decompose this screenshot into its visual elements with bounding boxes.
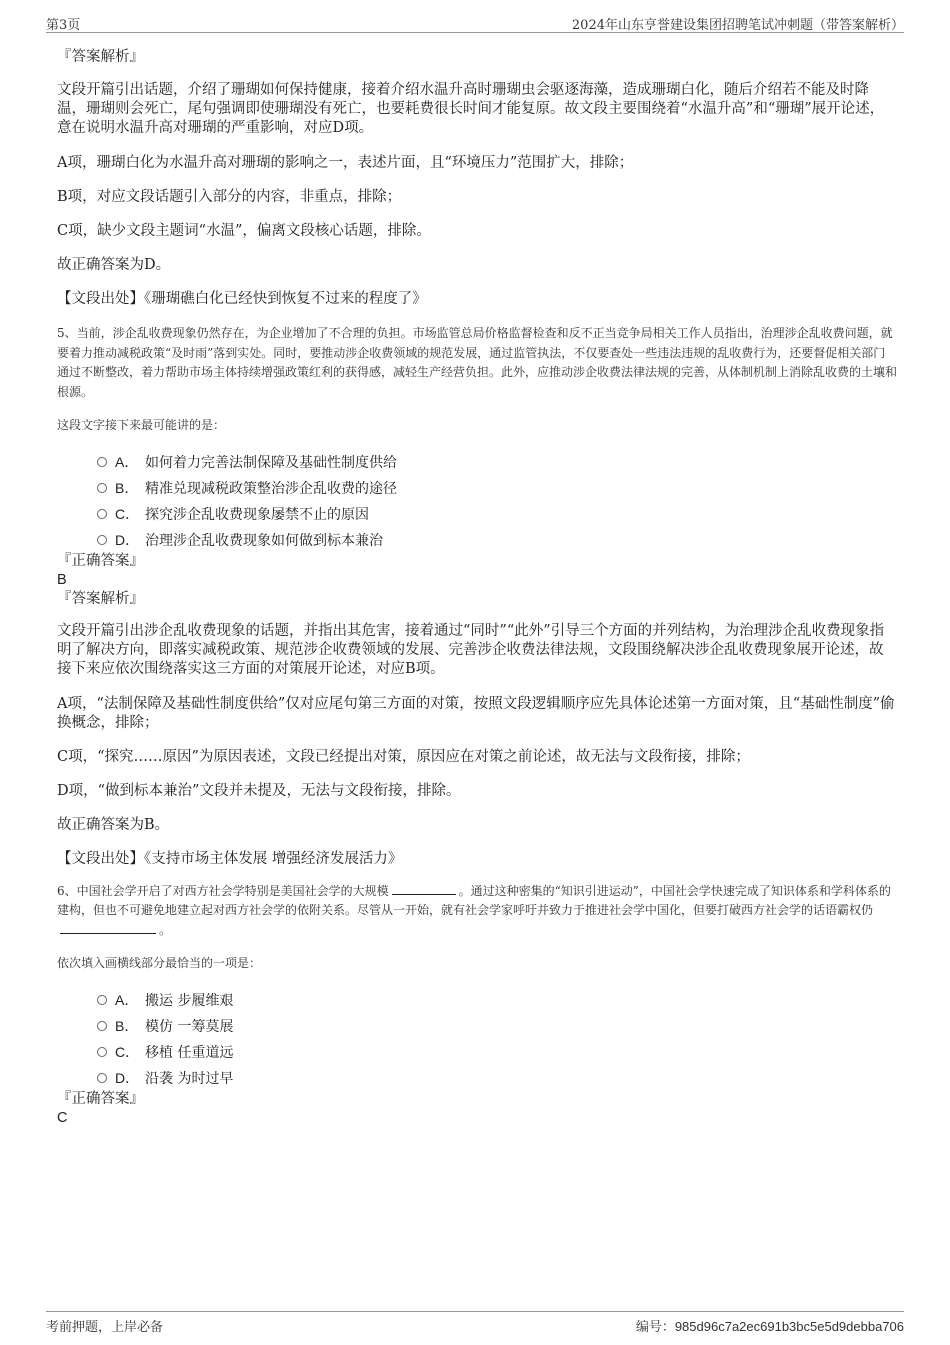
option-a[interactable]: A． 搬运 步履维艰 <box>57 986 897 1012</box>
option-b[interactable]: B． 精准兑现减税政策整治涉企乱收费的途径 <box>57 474 897 500</box>
question-5-options <box>57 448 897 552</box>
source-citation: 【文段出处】《珊瑚礁白化已经快到恢复不过来的程度了》 <box>57 291 427 307</box>
option-c[interactable]: C． 移植 任重道远 <box>57 1038 897 1064</box>
analysis-paragraph: 文段开篇引出话题，介绍了珊瑚如何保持健康，接着介绍水温升高时珊瑚虫会驱逐海藻，造成珊瑚白化，随后介绍若不能及时降温，珊瑚则会死亡，尾句强调即使珊瑚没有死亡，也要耗费很长时间才能复原。故文段主要围绕着“水温升高”和“珊瑚”展开论述，意在说明水温升高对珊瑚的严重影响，对应D项。 <box>57 82 885 136</box>
option-d[interactable]: D． 沿袭 为时过早 <box>57 1064 897 1090</box>
page-header <box>46 12 904 33</box>
document-code: 编号：985d96c7a2ec691b3bc5e5d9debba706 <box>635 1319 904 1335</box>
answer-label: 『正确答案』 <box>57 1090 144 1107</box>
analysis-paragraph: C项，缺少文段主题词“水温”，偏离文段核心话题，排除。 <box>57 223 431 239</box>
analysis-paragraph: 故正确答案为D。 <box>57 257 171 273</box>
fill-blank <box>60 921 156 934</box>
analysis-paragraph: B项，对应文段话题引入部分的内容，非重点，排除； <box>57 189 402 205</box>
analysis-paragraph: 文段开篇引出涉企乱收费现象的话题，并指出其危害，接着通过“同时”“此外”引导三个方面的并列结构，为治理涉企乱收费现象指明了解决方向，即落实减税政策、规范涉企收费领域的发展、完善涉企收费法律法规，文段围绕解决涉企乱收费现象展开论述，故接下来应依次围绕落实这三方面的对策展开论述，对应B项。 <box>57 622 885 677</box>
answer-label: 『正确答案』 <box>57 552 144 569</box>
source-citation: 【文段出处】《支持市场主体发展 增强经济发展活力》 <box>57 850 403 867</box>
radio-icon[interactable] <box>97 509 107 519</box>
page-number: 第3页 <box>46 18 81 33</box>
correct-answer: C <box>57 1109 68 1126</box>
question-6-prompt: 依次填入画横线部分最恰当的一项是： <box>57 956 262 970</box>
radio-icon[interactable] <box>97 1021 107 1031</box>
radio-icon[interactable] <box>97 457 107 467</box>
footer-slogan: 考前押题，上岸必备 <box>46 1320 164 1335</box>
document-title: 2024年山东亨誉建设集团招聘笔试冲刺题（带答案解析） <box>571 18 904 33</box>
option-a[interactable]: A． 如何着力完善法制保障及基础性制度供给 <box>57 448 897 474</box>
question-5-prompt: 这段文字接下来最可能讲的是： <box>57 418 226 432</box>
question-5-text: 5、当前，涉企乱收费现象仍然存在，为企业增加了不合理的负担。市场监管总局价格监督检查和反不正当竞争局相关工作人员指出，治理涉企乱收费问题，就要着力推动减税政策“及时雨”落到实处。同时，要推动涉企收费领域的规范发展，通过监管执法，不仅要查处一些违法违规的乱收费行为，还要督促相关部门通过不断整改，着力帮助市场主体持续增强政策红利的获得感，减轻生产经营负担。此外，应推动涉企收费法律法规的完善，从体制机制上消除乱收费的土壤和根源。 <box>57 326 898 399</box>
radio-icon[interactable] <box>97 1047 107 1057</box>
fill-blank <box>392 882 456 895</box>
analysis-label: 『答案解析』 <box>57 49 144 65</box>
analysis-paragraph: 故正确答案为B。 <box>57 816 170 833</box>
radio-icon[interactable] <box>97 483 107 493</box>
analysis-paragraph: A项，“法制保障及基础性制度供给”仅对应尾句第三方面的对策，按照文段逻辑顺序应先具体论述第一方面对策，且“基础性制度”偷换概念，排除； <box>57 695 895 731</box>
radio-icon[interactable] <box>97 1073 107 1083</box>
analysis-paragraph: C项，“探究……原因”为原因表述，文段已经提出对策，原因应在对策之前论述，故无法与文段衔接，排除； <box>57 748 750 765</box>
correct-answer: B <box>57 571 67 588</box>
question-6-text: 6、中国社会学开启了对西方社会学特别是美国社会学的大规模 。通过这种密集的“知识引进运动”，中国社会学快速完成了知识体系和学科体系的建构，但也不可避免地建立起对西方社会学的依附关系。尽管从一开始，就有社会学家呼吁并致力于推进社会学中国化，但要打破西方社会学的话语霸权仍。 <box>57 883 891 937</box>
radio-icon[interactable] <box>97 535 107 545</box>
page-footer <box>46 1311 904 1336</box>
question-6-options <box>57 986 897 1090</box>
page-content <box>57 48 897 1128</box>
analysis-paragraph: A项，珊瑚白化为水温升高对珊瑚的影响之一，表述片面，且“环境压力”范围扩大，排除； <box>57 155 634 171</box>
option-c[interactable]: C． 探究涉企乱收费现象屡禁不止的原因 <box>57 500 897 526</box>
option-d[interactable]: D． 治理涉企乱收费现象如何做到标本兼治 <box>57 526 897 552</box>
analysis-paragraph: D项，“做到标本兼治”文段并未提及，无法与文段衔接，排除。 <box>57 782 461 799</box>
option-b[interactable]: B． 模仿 一筹莫展 <box>57 1012 897 1038</box>
analysis-label: 『答案解析』 <box>57 590 144 607</box>
radio-icon[interactable] <box>97 995 107 1005</box>
